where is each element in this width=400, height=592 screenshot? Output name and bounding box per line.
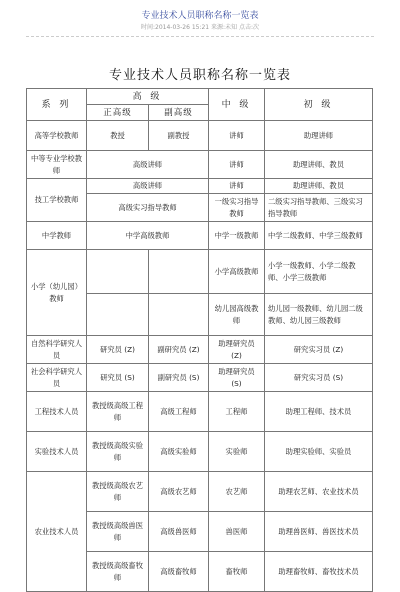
series-cell: 社会科学研究人员	[27, 364, 87, 392]
series-cell: 中等专业学校教师	[27, 151, 87, 179]
junior-cell: 助理工程师、技术员	[265, 392, 373, 432]
document-title: 专业技术人员职称名称一览表	[108, 68, 291, 83]
series-cell: 技工学校教师	[27, 179, 87, 222]
deputy-senior-cell: 高级畜牧师	[149, 552, 209, 592]
junior-cell: 幼儿园一级教师、幼儿园二级教师、幼儿园三级教师	[265, 294, 373, 336]
senior-cell: 高级实习指导教师	[87, 194, 209, 222]
deputy-senior-cell: 副研究员 (Z)	[149, 336, 209, 364]
deputy-senior-cell: 高级农艺师	[149, 472, 209, 512]
deputy-senior-cell: 副教授	[149, 121, 209, 151]
table-row	[27, 392, 373, 432]
middle-cell: 畜牧师	[209, 552, 265, 592]
table-row	[27, 151, 373, 179]
header-senior: 高 级	[87, 89, 209, 105]
middle-cell: 幼儿园高级教师	[209, 294, 265, 336]
deputy-senior-cell: 高级实验师	[149, 432, 209, 472]
senior-cell: 高级讲师	[87, 179, 209, 194]
table-row	[27, 432, 373, 472]
middle-cell: 讲师	[209, 179, 265, 194]
article-meta: 时间:2014-03-26 15:21 来源:未知 点击:次	[141, 24, 259, 31]
junior-cell: 助理农艺师、农业技术员	[265, 472, 373, 512]
table-row	[27, 179, 373, 194]
series-cell: 自然科学研究人员	[27, 336, 87, 364]
full-senior-cell: 研究员 (Z)	[87, 336, 149, 364]
full-senior-cell: 教授	[87, 121, 149, 151]
series-cell: 工程技术人员	[27, 392, 87, 432]
middle-cell: 助理研究员 (Z)	[209, 336, 265, 364]
series-cell: 小学（幼儿园）教师	[27, 250, 87, 336]
middle-cell: 一级实习指导教师	[209, 194, 265, 222]
title-table	[26, 88, 373, 592]
full-senior-cell: 教授级高级工程师	[87, 392, 149, 432]
junior-cell: 二级实习指导教师、三级实习指导教师	[265, 194, 373, 222]
junior-cell: 小学一级教师、小学二级教师、小学三级教师	[265, 250, 373, 294]
junior-cell: 助理畜牧师、畜牧技术员	[265, 552, 373, 592]
series-cell: 高等学校教师	[27, 121, 87, 151]
middle-cell: 实验师	[209, 432, 265, 472]
empty-cell	[149, 250, 209, 294]
deputy-senior-cell: 高级兽医师	[149, 512, 209, 552]
senior-cell: 中学高级教师	[87, 222, 209, 250]
senior-cell: 高级讲师	[87, 151, 209, 179]
junior-cell: 助理实验师、实验员	[265, 432, 373, 472]
page-title: 专业技术人员职称名称一览表	[141, 11, 259, 21]
middle-cell: 农艺师	[209, 472, 265, 512]
header-full-senior: 正高级	[87, 105, 149, 121]
series-cell: 中学教师	[27, 222, 87, 250]
junior-cell: 助理讲师、教员	[265, 151, 373, 179]
header-deputy-senior: 副高级	[149, 105, 209, 121]
middle-cell: 讲师	[209, 151, 265, 179]
full-senior-cell: 教授级高级实验师	[87, 432, 149, 472]
empty-cell	[87, 294, 149, 336]
middle-cell: 讲师	[209, 121, 265, 151]
header-row	[27, 89, 373, 105]
full-senior-cell: 研究员 (S)	[87, 364, 149, 392]
header-junior: 初 级	[265, 89, 373, 121]
empty-cell	[87, 250, 149, 294]
series-cell: 实验技术人员	[27, 432, 87, 472]
middle-cell: 小学高级教师	[209, 250, 265, 294]
middle-cell: 工程师	[209, 392, 265, 432]
deputy-senior-cell: 高级工程师	[149, 392, 209, 432]
deputy-senior-cell: 副研究员 (S)	[149, 364, 209, 392]
full-senior-cell: 教授级高级农艺师	[87, 472, 149, 512]
middle-cell: 兽医师	[209, 512, 265, 552]
junior-cell: 研究实习员 (S)	[265, 364, 373, 392]
divider	[26, 36, 374, 37]
junior-cell: 助理讲师	[265, 121, 373, 151]
full-senior-cell: 教授级高级畜牧师	[87, 552, 149, 592]
table-row	[27, 364, 373, 392]
middle-cell: 助理研究员 (S)	[209, 364, 265, 392]
empty-cell	[149, 294, 209, 336]
middle-cell: 中学一级教师	[209, 222, 265, 250]
table-row	[27, 121, 373, 151]
junior-cell: 助理兽医师、兽医技术员	[265, 512, 373, 552]
table-row	[27, 336, 373, 364]
junior-cell: 中学二级教师、中学三级教师	[265, 222, 373, 250]
header-series: 系 列	[27, 89, 87, 121]
header-middle: 中 级	[209, 89, 265, 121]
junior-cell: 助理讲师、教员	[265, 179, 373, 194]
table-row	[27, 250, 373, 294]
table-row	[27, 472, 373, 512]
table-row	[27, 222, 373, 250]
junior-cell: 研究实习员 (Z)	[265, 336, 373, 364]
series-cell: 农业技术人员	[27, 472, 87, 592]
full-senior-cell: 教授级高级兽医师	[87, 512, 149, 552]
